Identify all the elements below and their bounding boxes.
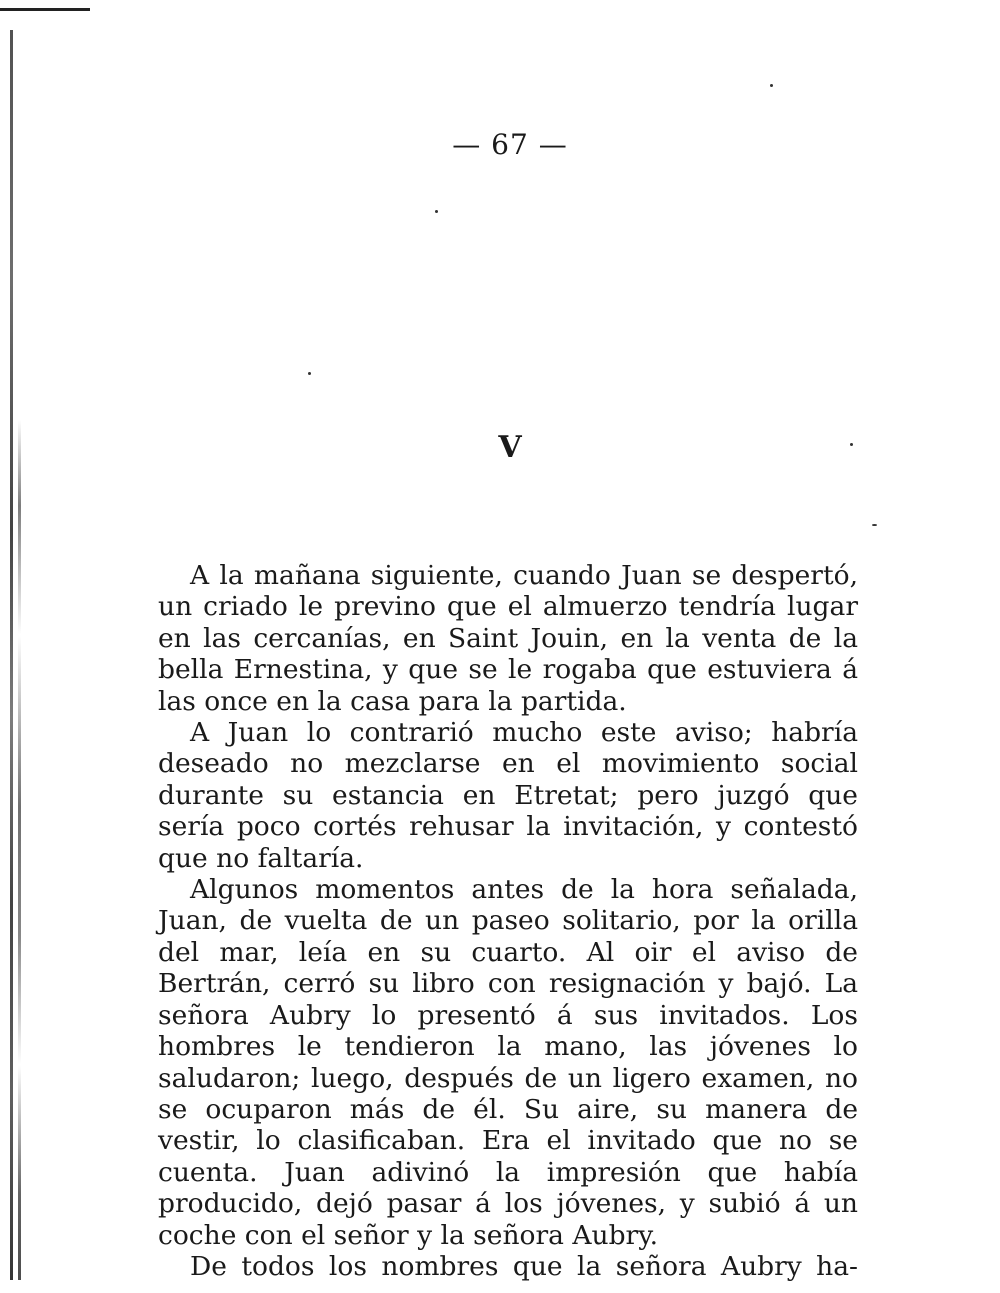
page-number: — 67 — [452, 128, 568, 161]
scan-speck [872, 524, 877, 526]
scan-binding-edge [10, 30, 13, 1280]
paragraph: Algunos momentos antes de la hora señalada, Juan, de vuelta de un paseo solitario, por la orilla del mar, leía en su cuarto. Al oir el aviso de Bertrán, cerró su libro con resignación y bajó. La señora Aubry lo presentó á sus invitados. Los hombres le tendieron la mano, las jóvenes lo saludaron; luego, después de un ligero examen, no se ocuparon más de él. Su aire, su manera de vestir, lo clasificaban. Era el invitado que no se cuenta. Juan adivinó la impresión que había producido, dejó pasar á los jóvenes, y subió á un coche con el señor y la señora Aubry. [158, 874, 858, 1251]
paragraph: A la mañana siguiente, cuando Juan se despertó, un criado le previno que el almuerzo tendría lugar en las cercanías, en Saint Jouin, en la venta de la bella Ernestina, y que se le rogaba que estuviera á las once en la casa para la partida. [158, 560, 858, 717]
scan-speck [770, 84, 773, 87]
scan-speck [435, 210, 438, 213]
body-text [158, 560, 858, 1282]
scan-edge-rule [0, 8, 90, 11]
chapter-heading: V [498, 430, 522, 465]
scan-speck [308, 372, 311, 375]
paragraph: De todos los nombres que la señora Aubry ha- [190, 1250, 858, 1282]
paragraph: A Juan lo contrarió mucho este aviso; habría deseado no mezclarse en el movimiento social durante su estancia en Etretat; pero juzgó que sería poco cortés rehusar la invitación, y contestó que no faltaría. [158, 717, 858, 874]
scan-binding-shadow [18, 420, 21, 1280]
